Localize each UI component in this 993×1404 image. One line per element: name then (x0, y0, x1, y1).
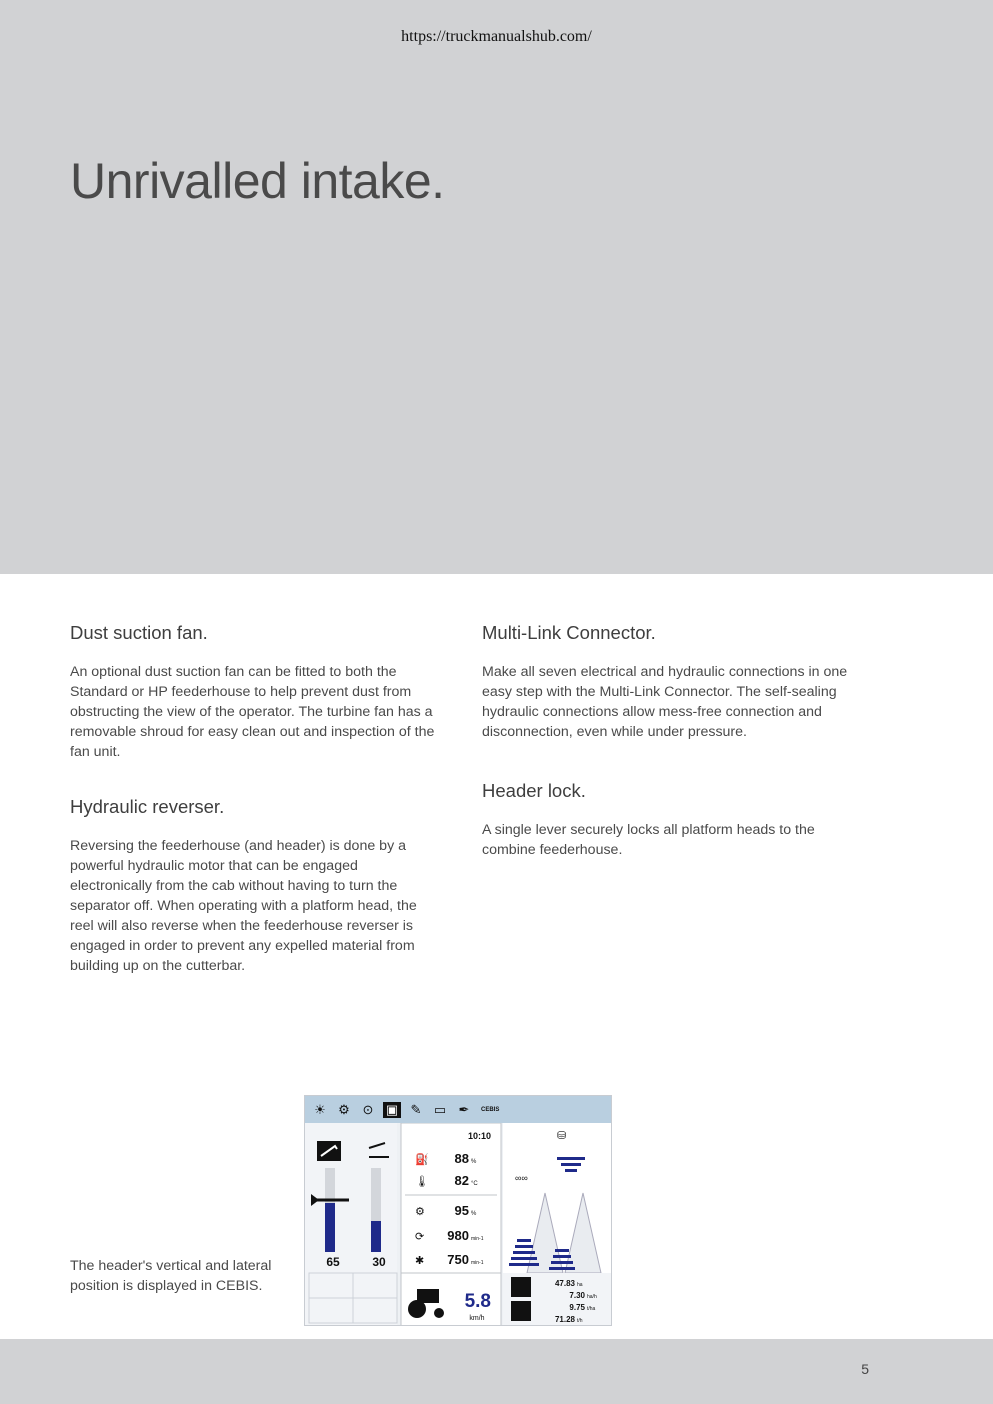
cebis-screen (305, 1123, 611, 1326)
area-icon (511, 1277, 531, 1297)
fuel-unit: % (471, 1159, 477, 1165)
fan-icon: ✱ (415, 1255, 425, 1267)
fuel-icon: ⛽ (415, 1154, 429, 1166)
cebis-brand: CEBIS (481, 1106, 500, 1113)
rotor-icon: ⟳ (415, 1231, 425, 1243)
right-column (482, 622, 852, 894)
section-heading: Hydraulic reverser. (70, 796, 225, 817)
gauge-right-value: 30 (372, 1255, 386, 1269)
section-heading: Header lock. (482, 780, 586, 801)
section-hydraulic-reverser (70, 796, 440, 976)
rpm1-unit: min-1 (471, 1236, 484, 1242)
image-caption: The header's vertical and lateral position is displayed in CEBIS. (70, 1258, 272, 1294)
scale-icon (511, 1301, 531, 1321)
monitor-icon: ▭ (433, 1101, 447, 1117)
gauge-right-fill (371, 1221, 381, 1252)
section-body: Reversing the feederhouse (and header) is done by a powerful hydraulic motor that can be engaged electronically from the cab without having to turn the separator off. When operating with a platform head, the reel will also reverse when the feederhouse reverser is engaged in order to prevent any expelled material from building up on the cutterbar. (70, 838, 417, 974)
rate-value: 7.30 (569, 1291, 585, 1300)
temperature-unit: °C (471, 1181, 478, 1187)
rpm2-unit: min-1 (471, 1260, 484, 1266)
speed-unit: km/h (469, 1315, 485, 1322)
yield-unit: t/ha (587, 1306, 596, 1312)
section-body: An optional dust suction fan can be fitted to both the Standard or HP feederhouse to help prevent dust from obstructing the view of the operator. The turbine fan has a removable shroud for easy clean out and inspection of the fan unit. (70, 664, 435, 760)
section-header-lock (482, 780, 852, 860)
speed-value: 5.8 (464, 1291, 491, 1312)
sun-weather-icon: ☀ (314, 1101, 326, 1117)
section-dust-suction-fan (70, 622, 440, 762)
area-value: 47.83 (554, 1279, 575, 1288)
site-url[interactable]: https://truckmanualshub.com/ (401, 28, 592, 45)
circle-arrow-icon: ⊙ (362, 1101, 374, 1117)
temperature-icon: 🌡 (415, 1176, 429, 1188)
fuel-value: 88 (454, 1151, 469, 1166)
temperature-value: 82 (454, 1173, 469, 1188)
wrench-icon: ✒ (458, 1101, 470, 1117)
section-body: Make all seven electrical and hydraulic connections in one easy step with the Multi-Link Connector. The self-sealing hydraulic connections allow mess-free connection and disconnection, even while under pressure. (482, 664, 848, 740)
rpm1-value: 980 (447, 1228, 469, 1243)
combine-icon: ▣ (383, 1102, 401, 1118)
left-column (70, 622, 440, 1010)
page-number: 5 (861, 1361, 869, 1377)
area-unit: ha (577, 1282, 583, 1288)
section-multi-link-connector (482, 622, 852, 742)
sieve-icon: ⛁ (557, 1130, 567, 1142)
yield-value: 9.75 (569, 1303, 585, 1312)
engine-load-icon: ⚙ (415, 1206, 425, 1218)
engine-load-value: 95 (454, 1203, 469, 1218)
pencil-icon: ✎ (410, 1101, 422, 1117)
page-title: Unrivalled intake. (70, 153, 445, 209)
total-value: 71.28 (554, 1315, 575, 1324)
section-body: A single lever securely locks all platform heads to the combine feederhouse. (482, 822, 815, 858)
footer-band (0, 1339, 993, 1404)
hero-banner (0, 0, 993, 574)
gauge-left-value: 65 (326, 1255, 340, 1269)
clock: 10:10 (467, 1131, 491, 1141)
cebis-menu-bar (305, 1096, 611, 1123)
chain-icon: ∞∞ (515, 1173, 528, 1183)
section-heading: Multi-Link Connector. (482, 622, 656, 643)
rate-unit: ha/h (587, 1294, 597, 1300)
gauge-left-fill (325, 1203, 335, 1252)
rpm2-value: 750 (447, 1252, 469, 1267)
engine-load-unit: % (471, 1211, 477, 1217)
gear-icon: ⚙ (338, 1101, 350, 1117)
section-heading: Dust suction fan. (70, 622, 208, 643)
cebis-display-image (304, 1095, 612, 1326)
total-unit: t/h (577, 1318, 583, 1324)
